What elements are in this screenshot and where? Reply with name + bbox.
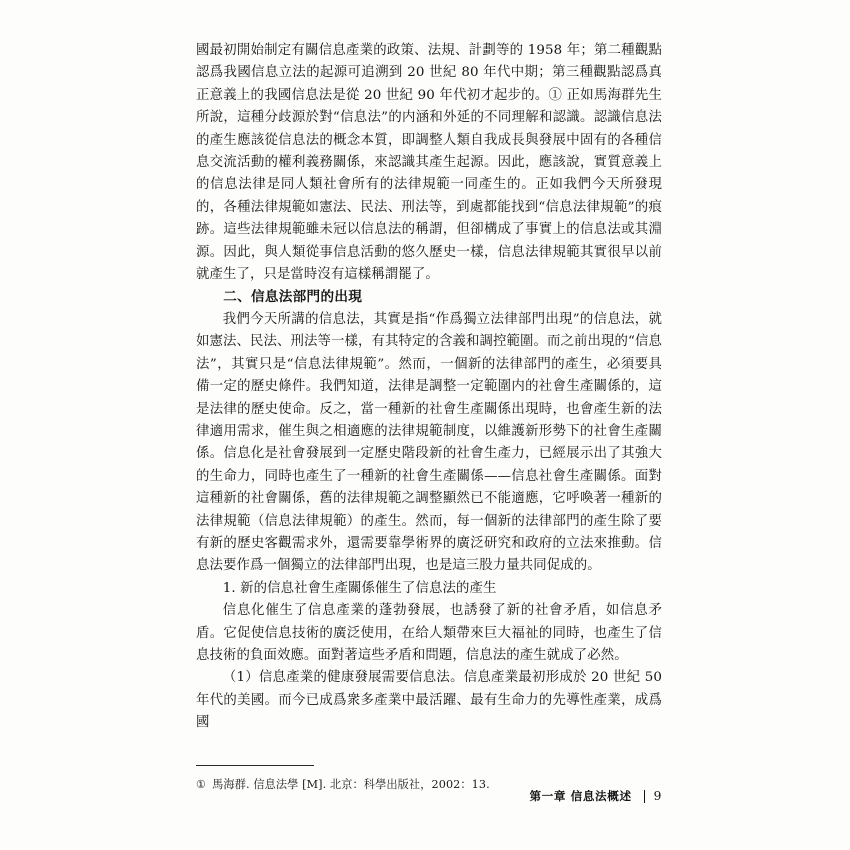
footnote-marker: ① bbox=[196, 777, 207, 791]
section-heading: 二、信息法部門的出現 bbox=[223, 289, 363, 306]
paragraph-continuation: 國最初開始制定有關信息產業的政策、法規、計劃等的 1958 年；第二種觀點認爲我國信息立法的起源可追溯到 20 世紀 80 年代中期；第三種觀點認爲真正意義上的我國信息法是從 20 世紀 90 年代初才起步的。① 正如馬海群先生所說，這種分歧源於對“信息法”的内涵和外延的不同理解和認識。認識信息法的產生應該從信息法的概念本質，即調整人類自我成長與發展中固有的各種信息交流活動的權利義務關係，來認識其產生起源。因此，應該說，實質意義上的信息法律是同人類社會所有的法律規範一同產生的。正如我們今天所發現的，各種法律規範如憲法、民法、刑法等，到處都能找到“信息法律規範”的痕跡。這些法律規範雖未冠以信息法的稱謂，但卻構成了事實上的信息法或其淵源。因此，與人類從事信息活動的悠久歷史一樣，信息法律規範其實很早以前就產生了，只是當時沒有這樣稱謂罷了。 bbox=[196, 43, 662, 283]
body-text-block bbox=[196, 40, 662, 735]
footer-chapter-title: 第一章 信息法概述 bbox=[529, 789, 632, 803]
footer-separator bbox=[644, 790, 645, 803]
paragraph-5: （1）信息產業的健康發展需要信息法。信息產業最初形成於 20 世紀 50 年代的美國。而今已成爲衆多產業中最活躍、最有生命力的先導性產業，成爲國 bbox=[196, 670, 662, 731]
paragraph-3-subheading: 1. 新的信息社會生產關係催生了信息法的產生 bbox=[222, 580, 497, 596]
page-footer bbox=[196, 788, 662, 804]
page-number: 9 bbox=[653, 789, 662, 803]
footnote-text: 馬海群. 信息法學 [M]. 北京：科學出版社，2002：13. bbox=[212, 777, 490, 791]
paragraph-2: 我們今天所講的信息法，其實是指“作爲獨立法律部門出現”的信息法，就如憲法、民法、刑法等一樣，有其特定的含義和調控範圍。而之前出現的“信息法”，其實只是“信息法律規範”。然而，一個新的法律部門的產生，必須要具備一定的歷史條件。我們知道，法律是調整一定範圍内的社會生產關係的，這是法律的歷史使命。反之，當一種新的社會生產關係出現時，也會產生新的法律適用需求，催生與之相適應的法律規範制度，以維護新形勢下的社會生產關係。信息化是社會發展到一定歷史階段新的社會生產力，已經展示出了其強大的生命力，同時也產生了一種新的社會生產關係——信息社會生產關係。面對這種新的社會關係，舊的法律規範之調整顯然已不能適應，它呼喚著一種新的法律規範（信息法律規範）的產生。然而，每一個新的法律部門的產生除了要有新的歷史客觀需求外，還需要靠學術界的廣泛研究和政府的立法來推動。信息法要作爲一個獨立的法律部門出現，也是這三股力量共同促成的。 bbox=[196, 311, 662, 574]
paragraph-4: 信息化催生了信息產業的蓬勃發展，也誘發了新的社會矛盾，如信息矛盾。它促使信息技術的廣泛使用，在给人類帶來巨大福祉的同時，也產生了信息技術的負面效應。面對著這些矛盾和問題，信息法的產生就成了必然。 bbox=[196, 603, 662, 663]
footnote-divider bbox=[196, 765, 314, 766]
page-content bbox=[196, 40, 662, 794]
